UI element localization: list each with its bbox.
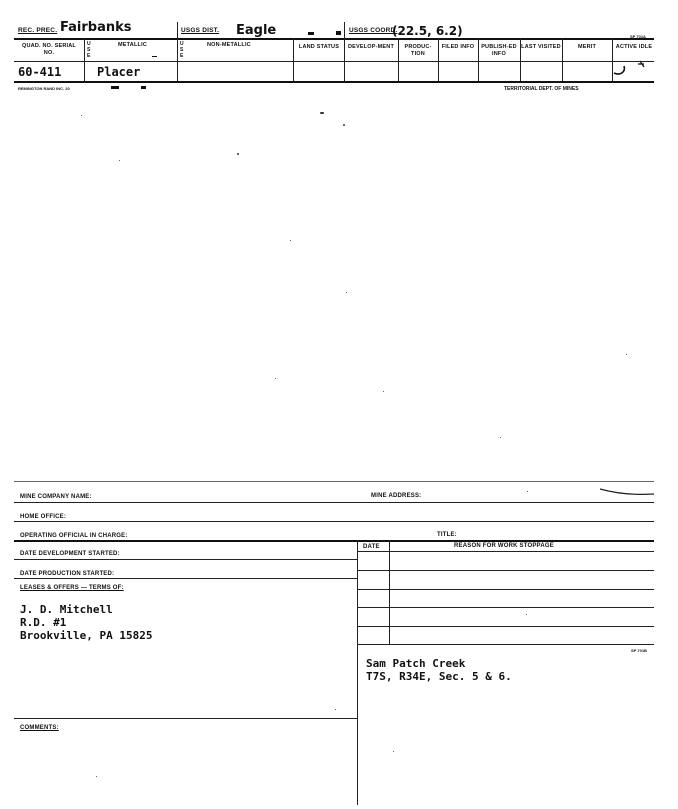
quad-label: QUAD. NO. <box>22 43 53 49</box>
speck <box>343 124 345 126</box>
ink-mark <box>308 32 314 35</box>
col-divider <box>177 22 178 81</box>
form-number-top: SP 701A <box>630 34 646 39</box>
rule-operating-official <box>14 540 654 542</box>
speck <box>96 776 97 777</box>
quad-serial-label <box>18 43 80 57</box>
metallic-value: Placer <box>97 65 141 79</box>
lease-line: R.D. #1 <box>20 616 67 629</box>
leases-label: LEASES & OFFERS — TERMS OF: <box>20 585 124 591</box>
stoppage-row-rule <box>357 570 654 571</box>
stoppage-row-rule <box>357 589 654 590</box>
rec-prec-value: Fairbanks <box>60 20 132 35</box>
handwritten-check-mark <box>610 58 654 80</box>
territorial-label: TERRITORIAL DEPT. OF MINES <box>504 86 579 92</box>
operating-official-label: OPERATING OFFICIAL IN CHARGE: <box>20 533 128 539</box>
location-line: Sam Patch Creek <box>366 657 466 670</box>
usgs-dist-value: Eagle <box>236 23 277 38</box>
date-development-label: DATE DEVELOPMENT STARTED: <box>20 551 120 557</box>
stoppage-row-rule <box>357 551 654 552</box>
comments-label: COMMENTS: <box>20 725 59 731</box>
speck <box>320 112 324 114</box>
lease-line: J. D. Mitchell <box>20 603 113 616</box>
ink-mark <box>141 86 146 89</box>
rule-mine-company <box>14 502 654 503</box>
rule-date-production <box>14 578 357 579</box>
active-idle-label: ACTIVE IDLE <box>615 44 653 50</box>
location-block <box>366 657 512 683</box>
ink-dash <box>152 56 157 57</box>
location-line: T7S, R34E, Sec. 5 & 6. <box>366 670 512 683</box>
stoppage-date-header: DATE <box>363 544 380 550</box>
col-divider <box>438 38 439 81</box>
speck <box>119 160 120 161</box>
header-top-rule <box>14 38 654 40</box>
form-center-divider <box>357 540 358 805</box>
speck <box>290 240 291 241</box>
speck <box>500 437 501 438</box>
stoppage-date-divider <box>389 540 390 644</box>
ink-mark <box>336 31 341 35</box>
published-info-label: PUBLISH-ED INFO <box>481 44 517 57</box>
develop-label: DEVELOP-MENT <box>347 44 395 50</box>
use-letters-metallic: U S E <box>87 41 91 59</box>
speck <box>335 709 336 710</box>
home-office-label: HOME OFFICE: <box>20 514 67 520</box>
col-divider <box>293 38 294 81</box>
stoppage-reason-header: REASON FOR WORK STOPPAGE <box>454 543 554 549</box>
title-label: TITLE: <box>437 532 457 538</box>
rule-date-development <box>14 559 357 560</box>
serial-label: SERIAL NO. <box>43 43 76 56</box>
usgs-coord-value: (22.5, 6.2) <box>392 24 463 38</box>
curved-stroke <box>598 483 656 497</box>
speck <box>81 115 82 116</box>
rule-home-office <box>14 521 654 522</box>
nonmetallic-label: NON-METALLIC <box>207 42 251 48</box>
usgs-dist-label: USGS DIST. <box>181 27 220 34</box>
speck <box>346 292 347 293</box>
header-bottom-rule <box>14 81 654 83</box>
col-divider <box>84 38 85 81</box>
speck <box>393 751 394 752</box>
use-letters-nonmetallic: U S E <box>180 41 184 59</box>
speck <box>526 614 527 615</box>
metallic-label: METALLIC <box>118 42 147 48</box>
form-number-bottom: SP 701B <box>631 648 647 653</box>
speck <box>275 378 276 379</box>
rec-prec-label: REC. PREC. <box>18 27 58 34</box>
stoppage-row-rule <box>357 626 654 627</box>
speck <box>237 153 239 155</box>
stoppage-row-rule <box>357 644 654 645</box>
date-production-label: DATE PRODUCTION STARTED: <box>20 571 115 577</box>
merit-label: MERIT <box>577 44 597 50</box>
header-mid-rule <box>14 61 654 62</box>
lease-line: Brookville, PA 15825 <box>20 629 153 642</box>
speck <box>626 354 627 355</box>
rule-leases-bottom <box>14 718 357 719</box>
filed-info-label: FILED INFO <box>441 44 475 50</box>
usgs-coord-label: USGS COORD. <box>349 27 398 34</box>
lease-holder-block <box>20 603 152 642</box>
production-label: PRODUC-TION <box>404 44 432 57</box>
ink-mark <box>111 86 119 89</box>
speck <box>383 391 384 392</box>
col-divider <box>344 22 345 81</box>
quad-serial-value: 60-411 <box>18 65 62 79</box>
stoppage-row-rule <box>357 607 654 608</box>
mine-company-label: MINE COMPANY NAME: <box>20 494 92 500</box>
form-top-rule <box>14 481 654 482</box>
last-visited-label: LAST VISITED <box>521 44 561 50</box>
mine-address-label: MINE ADDRESS: <box>371 493 422 499</box>
land-status-label: LAND STATUS <box>298 44 340 50</box>
printer-note: REMINGTON RAND INC. 20 <box>18 86 70 91</box>
speck <box>527 491 528 492</box>
